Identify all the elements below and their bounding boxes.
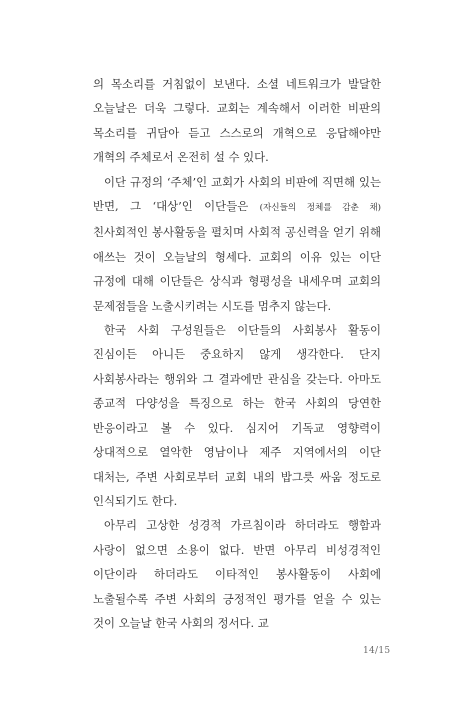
paragraph-2-text-before: 이단 규정의 ‘주체’인 교회가 사회의 비판에 직면해 있는 반면, 그 ‘대상’인 이단들은 [93, 174, 381, 214]
page-number: 14/15 [363, 646, 391, 656]
paragraph-4: 아무리 고상한 성경적 가르침이라 하더라도 행함과 사랑이 없으면 소용이 없다. 반면 아무리 비성경적인 이단이라 하더라도 이타적인 봉사활동이 사회에 노출될수록 주변 사회의 긍정적인 평가를 얻을 수 있는 것이 오늘날 한국 사회의 정서다. 교 [93, 518, 381, 630]
body-text [93, 72, 381, 635]
paragraph-2 [93, 170, 381, 318]
paragraph-2-text-after: 친사회적인 봉사활동을 펼치며 사회적 공신력을 얻기 위해 애쓰는 것이 오늘날의 형세다. 교회의 이유 있는 이단 규정에 대해 이단들은 상식과 형평성을 내세우며 교회의 문제점들을 노출시키려는 시도를 멈추지 않는다. [93, 225, 381, 313]
paragraph-3: 한국 사회 구성원들은 이단들의 사회봉사 활동이 진심이든 아니든 중요하지 않게 생각한다. 단지 사회봉사라는 행위와 그 결과에만 관심을 갖는다. 아마도 종교적 다양성을 특징으로 하는 한국 사회의 당연한 반응이라고 볼 수 있다. 심지어 기독교 영향력이 상대적으로 열악한 영남이나 제주 지역에서의 이단 대처는, 주변 사회로부터 교회 내의 밥그릇 싸움 정도로 인식되기도 한다. [93, 323, 381, 508]
parenthetical-note: (자신들의 정체를 감춘 채) [259, 203, 381, 214]
paragraph-1: 의 목소리를 거침없이 보낸다. 소셜 네트워크가 발달한 오늘날은 더욱 그렇다. 교회는 계속해서 이러한 비판의 목소리를 귀담아 듣고 스스로의 개혁으로 응답해야만 개혁의 주체로서 온전히 설 수 있다. [93, 77, 381, 165]
